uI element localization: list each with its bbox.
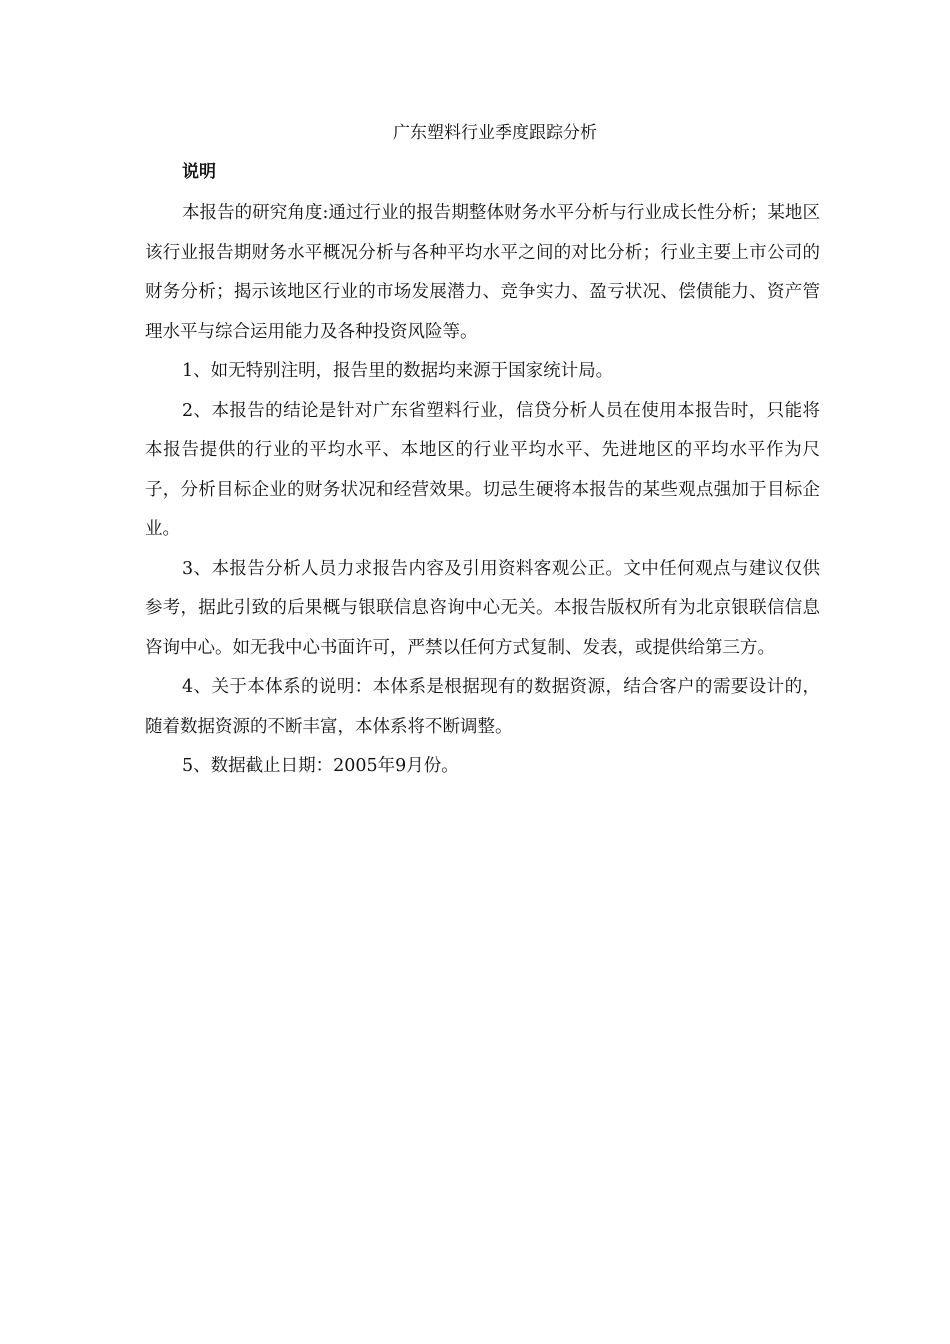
document-body — [145, 194, 820, 787]
paragraph-research-scope: 本报告的研究角度:通过行业的报告期整体财务水平分析与行业成长性分析；某地区该行业报告期财务水平概况分析与各种平均水平之间的对比分析；行业主要上市公司的财务分析；揭示该地区行业的市场发展潜力、竞争实力、盈亏状况、偿债能力、资产管理水平与综合运用能力及各种投资风险等。 — [145, 203, 820, 342]
section-heading: 说明 — [182, 162, 216, 182]
paragraph-note-5: 5、数据截止日期：2005年9月份。 — [182, 756, 459, 776]
document-title: 广东塑料行业季度跟踪分析 — [393, 123, 597, 143]
paragraph-note-1: 1、如无特别注明，报告里的数据均来源于国家统计局。 — [182, 361, 614, 381]
paragraph-note-4: 4、关于本体系的说明：本体系是根据现有的数据资源，结合客户的需要设计的，随着数据资源的不断丰富，本体系将不断调整。 — [145, 677, 820, 737]
paragraph-note-2: 2、本报告的结论是针对广东省塑料行业，信贷分析人员在使用本报告时，只能将本报告提供的行业的平均水平、本地区的行业平均水平、先进地区的平均水平作为尺子，分析目标企业的财务状况和经营效果。切忌生硬将本报告的某些观点强加于目标企业。 — [145, 400, 820, 539]
paragraph-note-3: 3、本报告分析人员力求报告内容及引用资料客观公正。文中任何观点与建议仅供参考，据此引致的后果概与银联信息咨询中心无关。本报告版权所有为北京银联信信息咨询中心。如无我中心书面许可，严禁以任何方式复制、发表，或提供给第三方。 — [145, 558, 820, 658]
